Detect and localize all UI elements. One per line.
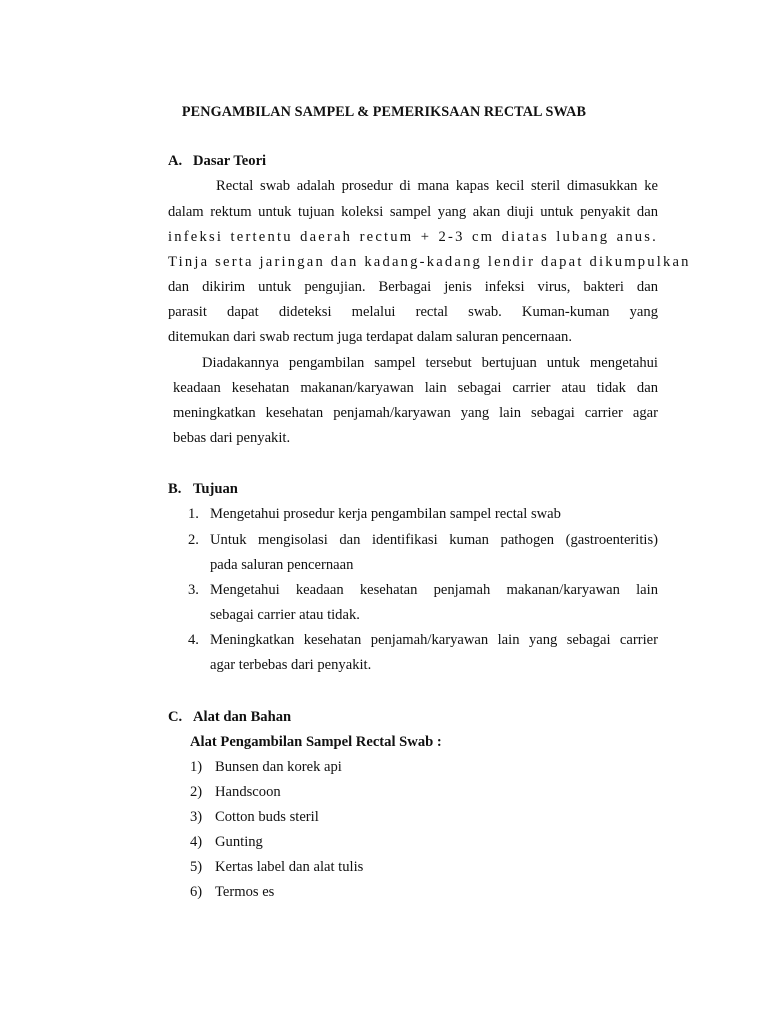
paragraph-line: dalam rektum untuk tujuan koleksi sampel yang akan diuji untuk penyakit dan xyxy=(168,204,658,220)
list-item-text: sebagai carrier atau tidak. xyxy=(210,607,360,623)
paragraph-line: Tinja serta jaringan dan kadang-kadang lendir dapat dikumpulkan xyxy=(168,254,691,270)
paragraph-line: infeksi tertentu daerah rectum + 2-3 cm diatas lubang anus. xyxy=(168,229,658,245)
list-item-number: 1. xyxy=(188,506,199,522)
tool-item-label: Cotton buds steril xyxy=(215,809,319,825)
paragraph-line: Rectal swab adalah prosedur di mana kapas kecil steril dimasukkan ke xyxy=(216,178,658,194)
section-a-letter: A. xyxy=(168,153,183,169)
section-c-title: Alat dan Bahan xyxy=(193,709,292,725)
tool-item xyxy=(190,784,281,801)
list-item-text: pada saluran pencernaan xyxy=(210,557,354,573)
section-c-heading xyxy=(168,709,291,726)
tool-item-label: Bunsen dan korek api xyxy=(215,759,342,775)
tool-item-number: 2) xyxy=(190,784,203,800)
paragraph-line: meningkatkan kesehatan penjamah/karyawan yang lain sebagai carrier agar xyxy=(173,405,658,421)
paragraph-line: ditemukan dari swab rectum juga terdapat dalam saluran pencernaan. xyxy=(168,329,572,345)
list-item-number: 4. xyxy=(188,632,199,648)
section-a-title: Dasar Teori xyxy=(193,153,267,169)
section-b-title: Tujuan xyxy=(193,481,238,497)
section-a-heading xyxy=(168,153,266,170)
tool-item-number: 1) xyxy=(190,759,203,775)
tool-item xyxy=(190,809,319,826)
list-item-text: Untuk mengisolasi dan identifikasi kuman pathogen (gastroenteritis) xyxy=(210,532,658,548)
list-item-text: Mengetahui keadaan kesehatan penjamah makanan/karyawan lain xyxy=(210,582,658,598)
tool-item-label: Termos es xyxy=(215,884,275,900)
tools-subheading: Alat Pengambilan Sampel Rectal Swab : xyxy=(190,734,442,750)
tool-item-label: Gunting xyxy=(215,834,263,850)
paragraph-line: bebas dari penyakit. xyxy=(173,430,291,446)
tool-item xyxy=(190,759,342,776)
list-item-number: 2. xyxy=(188,532,199,548)
tool-item-number: 4) xyxy=(190,834,203,850)
tool-item-number: 3) xyxy=(190,809,203,825)
tool-item-number: 5) xyxy=(190,859,203,875)
list-item-text: agar terbebas dari penyakit. xyxy=(210,657,372,673)
tool-item xyxy=(190,884,274,901)
list-item-text: Mengetahui prosedur kerja pengambilan sampel rectal swab xyxy=(210,506,561,522)
section-b-letter: B. xyxy=(168,481,182,497)
paragraph-line: parasit dapat dideteksi melalui rectal swab. Kuman-kuman yang xyxy=(168,304,658,320)
list-item-number: 3. xyxy=(188,582,199,598)
tool-item-number: 6) xyxy=(190,884,203,900)
tool-item xyxy=(190,859,363,876)
tool-item-label: Kertas label dan alat tulis xyxy=(215,859,364,875)
page-title: PENGAMBILAN SAMPEL & PEMERIKSAAN RECTAL SWAB xyxy=(181,104,587,120)
paragraph-line: Diadakannya pengambilan sampel tersebut bertujuan untuk mengetahui xyxy=(202,355,658,371)
list-item-text: Meningkatkan kesehatan penjamah/karyawan lain yang sebagai carrier xyxy=(210,632,658,648)
tool-item-label: Handscoon xyxy=(215,784,281,800)
paragraph-line: dan dikirim untuk pengujian. Berbagai jenis infeksi virus, bakteri dan xyxy=(168,279,658,295)
tool-item xyxy=(190,834,263,851)
paragraph-line: keadaan kesehatan makanan/karyawan lain sebagai carrier atau tidak dan xyxy=(173,380,658,396)
section-c-letter: C. xyxy=(168,709,183,725)
section-b-heading xyxy=(168,481,238,498)
